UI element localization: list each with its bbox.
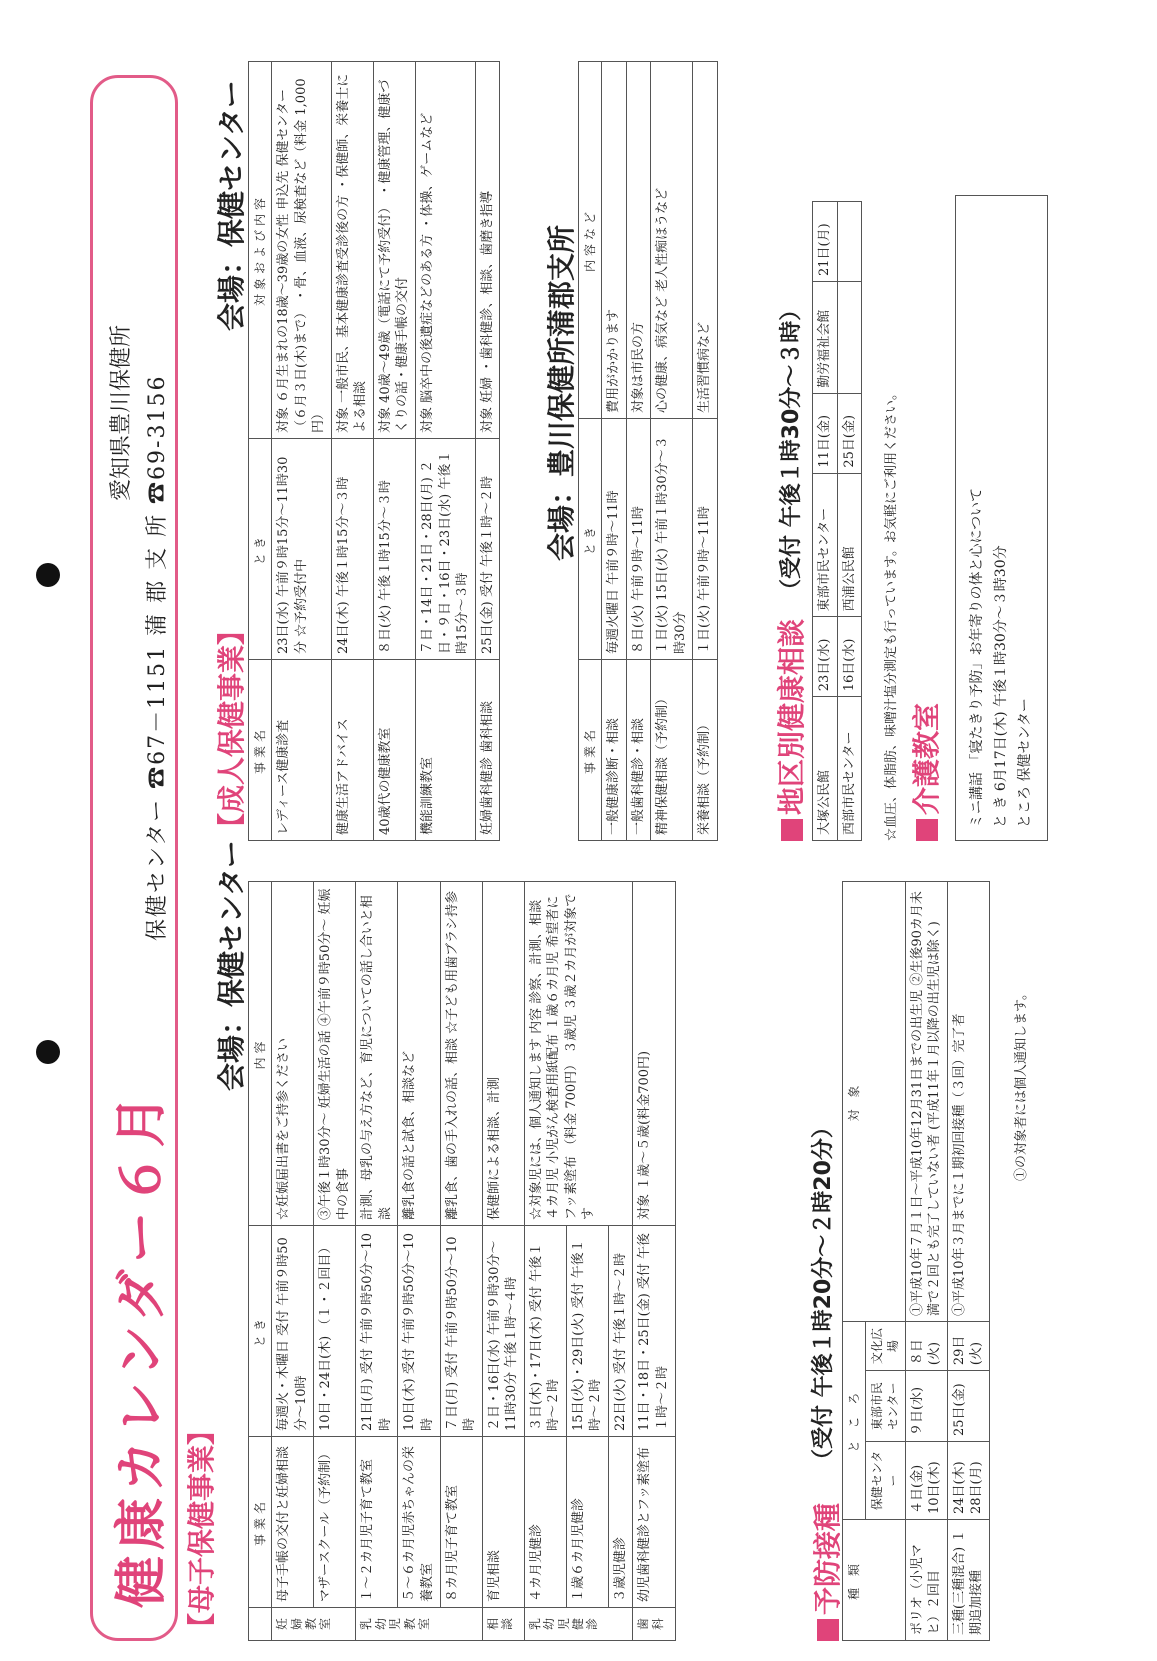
boshi-table [248, 881, 676, 1641]
event-time: ３日(木)・17日(木) 受付 午後１時～２時 [524, 1226, 566, 1437]
place: 勤労福祉会館 [813, 281, 838, 393]
col-header: とき [249, 439, 272, 660]
event-name: 幼児歯科健診とフッ素塗布 [633, 1437, 675, 1608]
event-name: 栄養相談（予約制） [693, 660, 718, 841]
event-content: 対象 ６月生まれの18歳～39歳の女性 申込先 保健センター（６月３日(木)まで） ・骨、血液、尿検査など（料金 1,000円） [272, 62, 332, 439]
event-name: 育児相談 [482, 1437, 524, 1608]
table-row [314, 882, 356, 1641]
address-line: 保健センター ☎67－1151 蒲 郡 支 所 ☎69-3156 [145, 374, 170, 941]
table-row [416, 62, 476, 841]
event-name: ３歳児健診 [608, 1437, 633, 1608]
col-header: 事業名 [249, 1437, 272, 1608]
table-row [626, 62, 651, 841]
event-name: 機能訓練教室 [416, 660, 476, 841]
place: 東部市民センター [813, 473, 838, 617]
boshi-venue: 会場：保健センター [215, 840, 248, 1091]
event-content: 心の健康、病気など 老人性痴ほうなど [651, 62, 693, 419]
event-name: 精神保健相談（予約制） [651, 660, 693, 841]
event-time: ７日(月) 受付 午前９時50分～10時 [440, 1226, 482, 1437]
event-content: 対象 40歳～49歳（電話にて予約受付） ・健康管理、健康づくりの話・健康手帳の交付 [373, 62, 415, 439]
event-content: 対象 脳卒中の後遺症などのある方 ・体操、ゲームなど [416, 62, 476, 439]
event-name: ５～６カ月児赤ちゃんの栄養教室 [398, 1437, 440, 1608]
square-bullet-icon [817, 1619, 839, 1641]
place: 西浦公民館 [837, 473, 862, 617]
vaccine-target: ①平成10年３月までに１期初回接種（３回）完了者 [947, 882, 989, 1322]
event-time: １日(火) 15日(火) 午前１時30分～３時30分 [651, 419, 693, 660]
event-time: 10日・24日(木) （１・２回目） [314, 1226, 356, 1437]
chiku-note: ☆血圧、体脂肪、味噌汁塩分測定も行っています。お気軽にご利用ください。 [884, 387, 899, 841]
vaccine-date: 25日(金) [947, 1371, 989, 1442]
table-row [651, 62, 693, 841]
event-content: 離乳食、歯の手入れの話、相談 ☆子ども用歯ブラシ持参 [440, 882, 482, 1226]
table-row [398, 882, 440, 1641]
event-time: １日(火) 午前９時～11時 [693, 419, 718, 660]
event-content: 計測、母乳の与え方など、育児についての話し合いと相談 [356, 882, 398, 1226]
event-name: １～２カ月児子育て教室 [356, 1437, 398, 1608]
col-header: 対 象 [843, 882, 906, 1322]
event-name: 一般健康診断・相談 [602, 660, 627, 841]
yobou-reception: （受付 午後１時20分～２時20分） [811, 1116, 836, 1471]
place-header: 保健センター [866, 1442, 905, 1520]
col-header: とき [579, 419, 602, 660]
yobou-heading: 予防接種 [811, 1502, 844, 1615]
date: 21日(月) [813, 202, 838, 282]
yobou-note: ①の対象者には個人通知します。 [1014, 987, 1029, 1181]
table-row [272, 62, 332, 841]
yobou-heading-wrap [806, 1503, 846, 1641]
kaigo-heading: 介護教室 [910, 702, 943, 815]
table-row [331, 62, 373, 841]
event-name: レディース健康診査 [272, 660, 332, 841]
event-content: 離乳食の話と試食、相談など [398, 882, 440, 1226]
table-row [356, 882, 398, 1641]
event-time: 24日(木) 午後１時15分～３時 [331, 439, 373, 660]
table-row [373, 62, 415, 841]
event-name: マザースクール（予約制） [314, 1437, 356, 1608]
kaigo-line: と き 6月17日(木) 午後１時30分～３時30分 [992, 545, 1009, 828]
event-content: ③午後１時30分～ 妊婦生活の話 ④午前９時50分～ 妊娠中の食事 [314, 882, 356, 1226]
event-name: ８カ月児子育て教室 [440, 1437, 482, 1608]
category: 相談 [482, 1608, 524, 1641]
place-header: 文化広場 [866, 1321, 905, 1370]
event-time: 毎週火・木曜日 受付 午前９時50分～10時 [272, 1226, 314, 1437]
gamagori-venue: 会場：豊川保健所蒲郡支所 [545, 224, 578, 561]
yobou-table [842, 881, 990, 1641]
place-header: 東部市民センター [866, 1371, 905, 1442]
vaccine-target: ①平成10年７月１日～平成10年12月31日までの出生児 ②生後90カ月未満で２回とも完了していない者 (平成11年１月以降の出生児は除く) [905, 882, 947, 1322]
event-content: 対象 １歳～５歳(料金700円) [633, 882, 675, 1226]
date: 16日(水) [837, 617, 862, 697]
col-header: 対象および内容 [249, 62, 272, 439]
page-title: 健康カレンダー６月 [112, 1089, 172, 1608]
event-time: 21日(月) 受付 午前９時50分～10時 [356, 1226, 398, 1437]
category: 乳幼児健診 [524, 1608, 633, 1641]
col-header: と こ ろ [843, 1321, 866, 1519]
col-header: 内容 [249, 882, 272, 1226]
org-name: 愛知県豊川保健所 [109, 324, 134, 501]
event-content: 生活習慣病など [693, 62, 718, 419]
event-name: ４カ月児健診 [524, 1437, 566, 1608]
kaigo-line: ミニ講話 「寝たきり予防」お年寄りの体と心について [969, 487, 985, 828]
event-time: 10日(木) 受付 午前９時50分～10時 [398, 1226, 440, 1437]
event-content: 対象 一般市民、基本健康診査受診後の方 ・保健師、栄養士による相談 [331, 62, 373, 439]
col-header: 種 類 [843, 1520, 906, 1641]
chiku-heading-wrap [770, 619, 810, 841]
seijin-table [248, 61, 500, 841]
event-content: ☆妊娠届出書をご持参ください [272, 882, 314, 1226]
place: 西部市民センター [837, 697, 862, 841]
table-row [813, 202, 838, 841]
date [837, 202, 862, 282]
chiku-table [812, 201, 862, 841]
boshi-heading: 【母子保健事業】 [185, 1416, 218, 1641]
kaigo-box [955, 195, 1048, 841]
event-time: ８日(火) 午前９時～11時 [626, 419, 651, 660]
vaccine-kind: 三種(三種混合) １期追加接種 [947, 1520, 989, 1641]
event-content: 保健師による相談、計測 [482, 882, 524, 1226]
vaccine-date: 29日(火) [947, 1321, 989, 1370]
gamagori-table [578, 61, 718, 841]
event-time: ８日(火) 午後１時15分～３時 [373, 439, 415, 660]
event-time: 22日(火) 受付 午後１時～２時 [608, 1226, 633, 1437]
table-row [475, 62, 500, 841]
table-row [693, 62, 718, 841]
event-content: 対象は市民の方 [626, 62, 651, 419]
event-name: １歳６カ月児健診 [566, 1437, 608, 1608]
event-content: 費用がかかります [602, 62, 627, 419]
date: 23日(水) [813, 617, 838, 697]
table-row [633, 882, 675, 1641]
category: 乳幼児教室 [356, 1608, 482, 1641]
event-time: ２日・16日(水) 午前９時30分～11時30分 午後１時～４時 [482, 1226, 524, 1437]
seijin-heading: 【成人保健事業】 [215, 616, 248, 841]
vaccine-date: ４日(金) 10日(木) [905, 1442, 947, 1520]
kaigo-line: ところ 保健センター [1016, 698, 1033, 828]
table-row [837, 202, 862, 841]
event-name: 一般歯科健診・相談 [626, 660, 651, 841]
table-row [602, 62, 627, 841]
chiku-reception: （受付 午後１時30分～３時） [779, 298, 804, 601]
table-row [440, 882, 482, 1641]
col-header: とき [249, 1226, 272, 1437]
place: 大塚公民館 [813, 697, 838, 841]
square-bullet-icon [781, 819, 803, 841]
square-bullet-icon [916, 819, 938, 841]
table-row [272, 882, 314, 1641]
event-name: 健康生活アドバイス [331, 660, 373, 841]
table-row [524, 882, 566, 1641]
event-time: 15日(火)・29日(火) 受付 午後１時～２時 [566, 1226, 608, 1437]
category: 妊婦教室 [272, 1608, 356, 1641]
event-name: 40歳代の健康教室 [373, 660, 415, 841]
vaccine-date: ８日(火) [905, 1321, 947, 1370]
category: 歯科 [633, 1608, 675, 1641]
table-row [482, 882, 524, 1641]
event-content: ☆対象児には、個人通知します 内容 診察、計測、相談 ４カ月児 小児がん検査用紙配布 １歳６カ月児 希望者にフッ素塗布 （料金 700円） ３歳児 ３歳２カ月が対象です [524, 882, 633, 1226]
vaccine-kind: ポリオ（小児マヒ）２回目 [905, 1520, 947, 1641]
col-header: 内容など [579, 62, 602, 419]
col-header: 事業名 [249, 660, 272, 841]
col-header: 事業名 [579, 660, 602, 841]
date: 11日(金) [813, 393, 838, 473]
event-time: ７日・14日・21日・28日(月) ２日・９日・16日・23日(水) 午後１時15分～３時 [416, 439, 476, 660]
kaigo-heading-wrap [905, 703, 945, 841]
seijin-venue: 会場：保健センター [215, 80, 248, 331]
vaccine-date: ９日(水) [905, 1371, 947, 1442]
event-time: 25日(金) 受付 午後１時～２時 [475, 439, 500, 660]
event-time: 毎週火曜日 午前９時～11時 [602, 419, 627, 660]
date: 25日(金) [837, 393, 862, 473]
event-content: 対象 妊婦 ・歯科健診、相談、歯磨き指導 [475, 62, 500, 439]
vaccine-date: 24日(木) 28日(月) [947, 1442, 989, 1520]
event-time: 23日(水) 午前９時15分～11時30分 ☆予約受付中 [272, 439, 332, 660]
place [837, 281, 862, 393]
col-header [249, 1608, 272, 1641]
table-row [905, 882, 947, 1641]
event-name: 妊婦歯科健診 歯科相談 [475, 660, 500, 841]
table-row [947, 882, 989, 1641]
event-time: 11日・18日・25日(金) 受付 午後１時～２時 [633, 1226, 675, 1437]
chiku-heading: 地区別健康相談 [775, 618, 808, 815]
event-name: 母子手帳の交付と妊婦相談 [272, 1437, 314, 1608]
